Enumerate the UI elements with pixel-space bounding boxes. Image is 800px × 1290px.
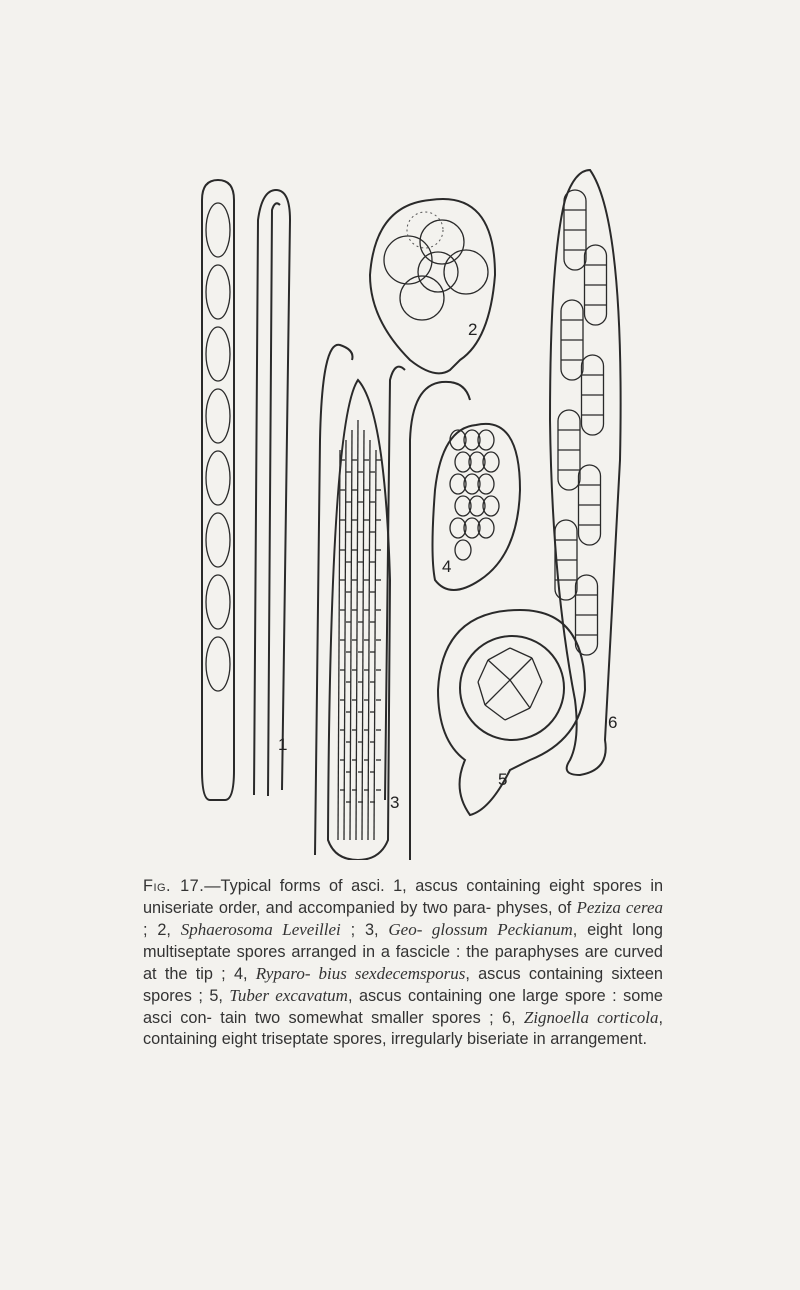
reticulum-line	[478, 660, 488, 682]
species-name: Sphaerosoma Leveillei	[180, 920, 341, 940]
species-name: Geo- glossum Peckianum	[388, 920, 573, 940]
reticulum-line	[488, 660, 510, 680]
caption-text: , ascus containing sixteen spores ; 5,	[143, 964, 663, 1006]
spore	[206, 513, 230, 567]
reticulum-line	[530, 682, 542, 708]
spore	[455, 540, 471, 560]
reticulum-line	[510, 648, 532, 658]
label-5: 5	[498, 770, 508, 789]
spore	[206, 451, 230, 505]
spore-line	[338, 450, 340, 840]
reticulum-line	[488, 648, 510, 660]
spore	[206, 575, 230, 629]
label-2: 2	[468, 320, 478, 339]
spore-line	[350, 430, 352, 840]
reticulum-line	[510, 680, 530, 708]
ascus-3	[315, 345, 405, 860]
ascus-1	[202, 180, 290, 800]
reticulum-line	[532, 658, 542, 682]
figure-number: Fig. 17.	[143, 877, 205, 895]
label-1: 1	[278, 735, 288, 754]
caption-text: , ascus containing one large spore : some asci con- tain two somewhat smaller spores ; 6,	[143, 987, 663, 1028]
species-name: Peziza cerea	[576, 898, 663, 918]
label-3: 3	[390, 793, 400, 812]
reticulum-line	[505, 708, 530, 720]
spore	[206, 637, 230, 691]
ascus-2	[370, 199, 495, 373]
caption-text: ; 2,	[143, 921, 181, 940]
species-name: Ryparo- bius sexdecemsporus	[255, 963, 466, 983]
spore-line	[374, 450, 376, 840]
reticulum-line	[485, 680, 510, 705]
caption-text: ; 3,	[340, 921, 389, 940]
label-6: 6	[608, 713, 618, 732]
reticulum-line	[478, 682, 485, 705]
asci-illustration	[180, 160, 640, 860]
ascus-5	[438, 610, 585, 815]
spore-line	[356, 420, 358, 840]
species-name: Tuber excavatum	[229, 986, 348, 1006]
spore	[206, 389, 230, 443]
spore	[206, 203, 230, 257]
species-name: Zignoella corticola	[523, 1008, 659, 1028]
caption-text: —Typical forms of asci. 1, ascus containing eight spores in uniseriate order, and accompanied by two para- physes, of	[143, 877, 663, 918]
reticulum-line	[485, 705, 505, 720]
caption-text: , containing eight triseptate spores, irregularly biseriate in arrangement.	[143, 1009, 663, 1049]
label-4: 4	[442, 557, 452, 576]
spore	[206, 327, 230, 381]
spore-line	[362, 430, 364, 840]
spore	[206, 265, 230, 319]
reticulum-line	[510, 658, 532, 680]
caption-text: , eight long multiseptate spores arranged in a fascicle : the paraphyses are curved at the tip ; 4,	[143, 921, 663, 983]
figure-caption	[143, 876, 663, 1051]
